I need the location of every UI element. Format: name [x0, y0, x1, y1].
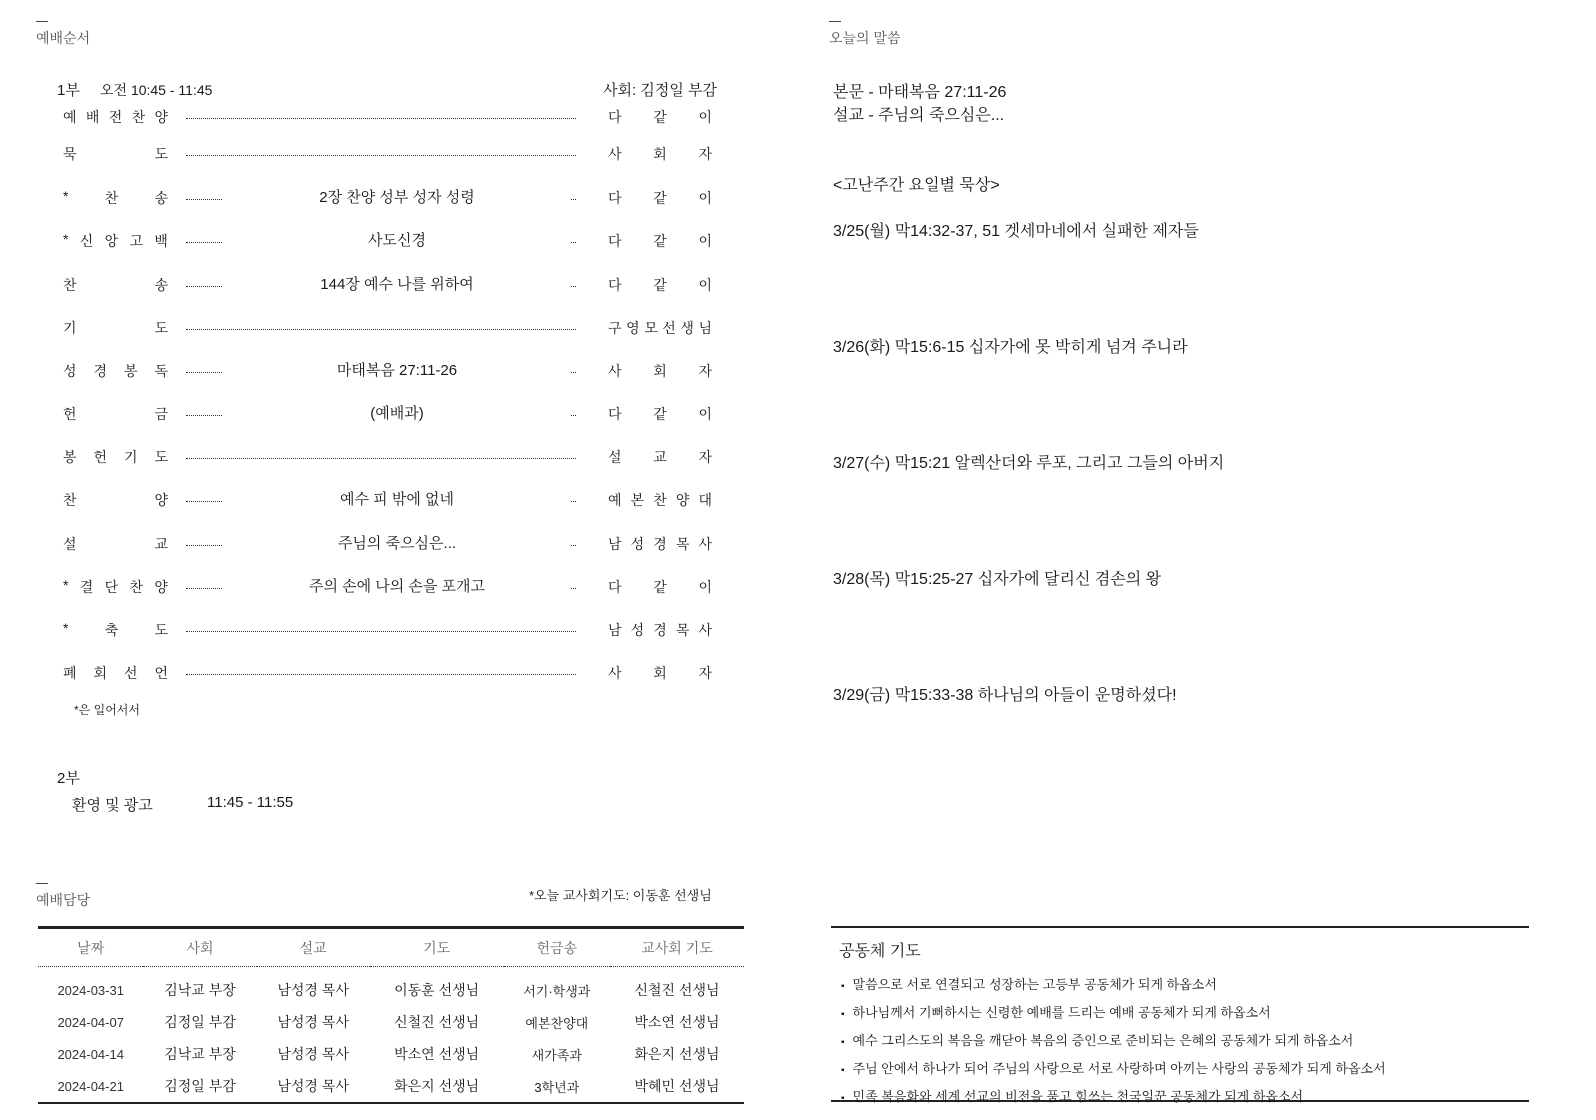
dotted-leader — [186, 329, 576, 330]
order-row — [63, 445, 713, 467]
table-cell: 2024-04-07 — [57, 1014, 124, 1030]
table-cell: 3학년과 — [534, 1079, 580, 1095]
part1-name: 1부 — [57, 82, 80, 99]
order-row — [63, 661, 713, 683]
order-item-person: 남 성 경 목 사 — [608, 536, 712, 552]
prayer-item: ▪ 하나님께서 기뻐하시는 신령한 예배를 드리는 예배 공동체가 되게 하옵소서 — [841, 1002, 1271, 1021]
prayer-item: ▪ 예수 그리스도의 복음을 깨닫아 복음의 증인으로 준비되는 은혜의 공동체가 되게 하옵소서 — [841, 1030, 1353, 1049]
table-cell: 2024-03-31 — [57, 982, 124, 998]
col-offering-song: 헌금송 — [504, 928, 610, 967]
table-cell: 남성경 목사 — [277, 982, 349, 998]
order-item-person: 다 같 이 — [608, 406, 712, 422]
table-cell: 화은지 선생님 — [634, 1046, 720, 1062]
order-item-content: 2장 찬양 성부 성자 성령 — [223, 186, 571, 207]
table-cell: 박소연 선생님 — [634, 1014, 720, 1030]
table-row — [38, 1070, 744, 1103]
table-cell: 신철진 선생님 — [634, 982, 720, 998]
table-cell: 김정일 부감 — [164, 1014, 236, 1030]
table-cell: 남성경 목사 — [277, 1078, 349, 1094]
daily-meditation: 3/26(화) 막15:6-15 십자가에 못 박히게 넘겨 주니라 — [833, 339, 1188, 356]
order-item-content: (예배과) — [223, 402, 571, 423]
order-item-label: 설 교 — [63, 536, 168, 552]
order-row — [63, 105, 713, 127]
table-cell: 2024-04-14 — [57, 1046, 124, 1062]
order-item-label: * 신 앙 고 백 — [63, 231, 168, 249]
col-date: 날짜 — [38, 928, 143, 967]
order-row — [63, 142, 713, 164]
daily-meditation: 3/27(수) 막15:21 알렉산더와 루포, 그리고 그들의 아버지 — [833, 455, 1225, 472]
order-item-label: 예 배 전 찬 양 — [63, 109, 168, 125]
part2-row — [72, 794, 294, 815]
standing-note: *은 일어서서 — [74, 703, 140, 717]
community-prayer-title: 공동체 기도 — [839, 943, 921, 960]
table-cell: 김낙교 부장 — [164, 1046, 236, 1062]
order-row — [63, 359, 713, 381]
prayer-item: ▪ 말씀으로 서로 연결되고 성장하는 고등부 공동체가 되게 하옵소서 — [841, 974, 1217, 993]
order-row — [63, 186, 713, 208]
community-prayer-box — [831, 926, 1529, 1102]
order-item-person: 사 회 자 — [608, 146, 712, 162]
order-item-content: 예수 피 밖에 없네 — [223, 488, 571, 509]
col-sermon: 설교 — [257, 928, 370, 967]
order-item-content: 144장 예수 나를 위하여 — [223, 273, 571, 294]
order-item-person: 남 성 경 목 사 — [608, 622, 712, 638]
order-item-content: 사도신경 — [223, 229, 571, 250]
table-cell: 박혜민 선생님 — [634, 1078, 720, 1094]
order-item-label: * 찬 송 — [63, 188, 168, 206]
table-cell: 남성경 목사 — [277, 1046, 349, 1062]
order-item-person: 다 같 이 — [608, 109, 712, 125]
table-cell: 신철진 선생님 — [394, 1014, 480, 1030]
order-item-label: 폐 회 선 언 — [63, 665, 168, 681]
order-item-person: 다 같 이 — [608, 277, 712, 293]
meditation-title: <고난주간 요일별 묵상> — [833, 177, 1000, 194]
table-cell: 박소연 선생님 — [394, 1046, 480, 1062]
prayer-item: ▪ 주님 안에서 하나가 되어 주님의 사랑으로 서로 사랑하며 아끼는 사랑의 공동체가 되게 하옵소서 — [841, 1058, 1386, 1077]
order-item-person: 다 같 이 — [608, 579, 712, 595]
table-row — [38, 1006, 744, 1038]
order-item-label: 봉 헌 기 도 — [63, 449, 168, 465]
table-cell: 김낙교 부장 — [164, 982, 236, 998]
dotted-leader — [186, 118, 576, 119]
part2-item: 환영 및 광고 — [72, 797, 153, 814]
order-row — [63, 316, 713, 338]
order-item-label: 찬 송 — [63, 277, 168, 293]
order-row — [63, 532, 713, 554]
order-item-label: 찬 양 — [63, 492, 168, 508]
order-row — [63, 488, 713, 510]
table-row — [38, 967, 744, 1007]
order-item-label: 헌 금 — [63, 406, 168, 422]
dotted-leader — [186, 458, 576, 459]
part2-time: 11:45 - 11:55 — [207, 794, 294, 811]
col-prayer: 기도 — [370, 928, 504, 967]
order-item-person: 사 회 자 — [608, 363, 712, 379]
table-cell: 김정일 부감 — [164, 1078, 236, 1094]
daily-meditation: 3/28(목) 막15:25-27 십자가에 달리신 겸손의 왕 — [833, 571, 1162, 588]
col-teacher-prayer: 교사회 기도 — [610, 928, 744, 967]
table-cell: 새가족과 — [531, 1047, 582, 1063]
order-item-content: 주님의 죽으심은... — [223, 532, 571, 553]
table-row — [38, 1038, 744, 1070]
order-item-person: 사 회 자 — [608, 665, 712, 681]
order-item-person: 예 본 찬 양 대 — [608, 492, 712, 508]
table-cell: 예본찬양대 — [525, 1015, 589, 1031]
table-cell: 서기·학생과 — [523, 983, 591, 999]
order-row — [63, 402, 713, 424]
col-host: 사회 — [143, 928, 256, 967]
order-item-person: 설 교 자 — [608, 449, 712, 465]
order-item-label: 묵 도 — [63, 146, 168, 162]
order-item-person: 구 영 모 선 생 님 — [608, 320, 712, 336]
daily-meditation: 3/29(금) 막15:33-38 하나님의 아들이 운명하셨다! — [833, 687, 1177, 704]
dotted-leader — [186, 674, 576, 675]
order-row — [63, 229, 713, 251]
order-item-content: 주의 손에 나의 손을 포개고 — [223, 575, 571, 596]
part1-host: 사회: 김정일 부감 — [603, 82, 717, 99]
order-row — [63, 575, 713, 597]
order-item-label: * 축 도 — [63, 620, 168, 638]
dotted-leader — [186, 631, 576, 632]
order-item-content: 마태복음 27:11-26 — [223, 359, 571, 380]
staff-section-title: 예배담당 — [36, 892, 91, 908]
staff-table — [38, 926, 744, 1104]
teacher-prayer-note: *오늘 교사회기도: 이동훈 선생님 — [529, 888, 712, 903]
order-item-label: 성 경 봉 독 — [63, 363, 168, 379]
order-row — [63, 273, 713, 295]
daily-meditation: 3/25(월) 막14:32-37, 51 겟세마네에서 실패한 제자들 — [833, 223, 1199, 240]
table-cell: 이동훈 선생님 — [394, 982, 480, 998]
order-item-label: * 결 단 찬 양 — [63, 577, 168, 595]
order-row — [63, 618, 713, 640]
part1-header — [57, 79, 717, 99]
dotted-leader — [186, 155, 576, 156]
table-cell: 2024-04-21 — [57, 1078, 124, 1094]
sermon-title: 설교 - 주님의 죽으심은... — [833, 107, 1005, 124]
table-cell: 화은지 선생님 — [394, 1078, 480, 1094]
part2-name: 2부 — [57, 770, 80, 787]
order-item-label: 기 도 — [63, 320, 168, 336]
part1-time: 오전 10:45 - 11:45 — [100, 82, 213, 98]
sermon-section-title: 오늘의 말씀 — [829, 30, 901, 46]
order-item-person: 다 같 이 — [608, 233, 712, 249]
table-cell: 남성경 목사 — [277, 1014, 349, 1030]
sermon-text: 본문 - 마태복음 27:11-26 — [833, 84, 1007, 101]
table-header-row — [38, 928, 744, 967]
order-section-title: 예배순서 — [36, 30, 91, 46]
order-item-person: 다 같 이 — [608, 190, 712, 206]
prayer-item: ▪ 민족 복음화와 세계 선교의 비전을 품고 힘쓰는 천국일꾼 공동체가 되게 하옵소서 — [841, 1086, 1303, 1105]
